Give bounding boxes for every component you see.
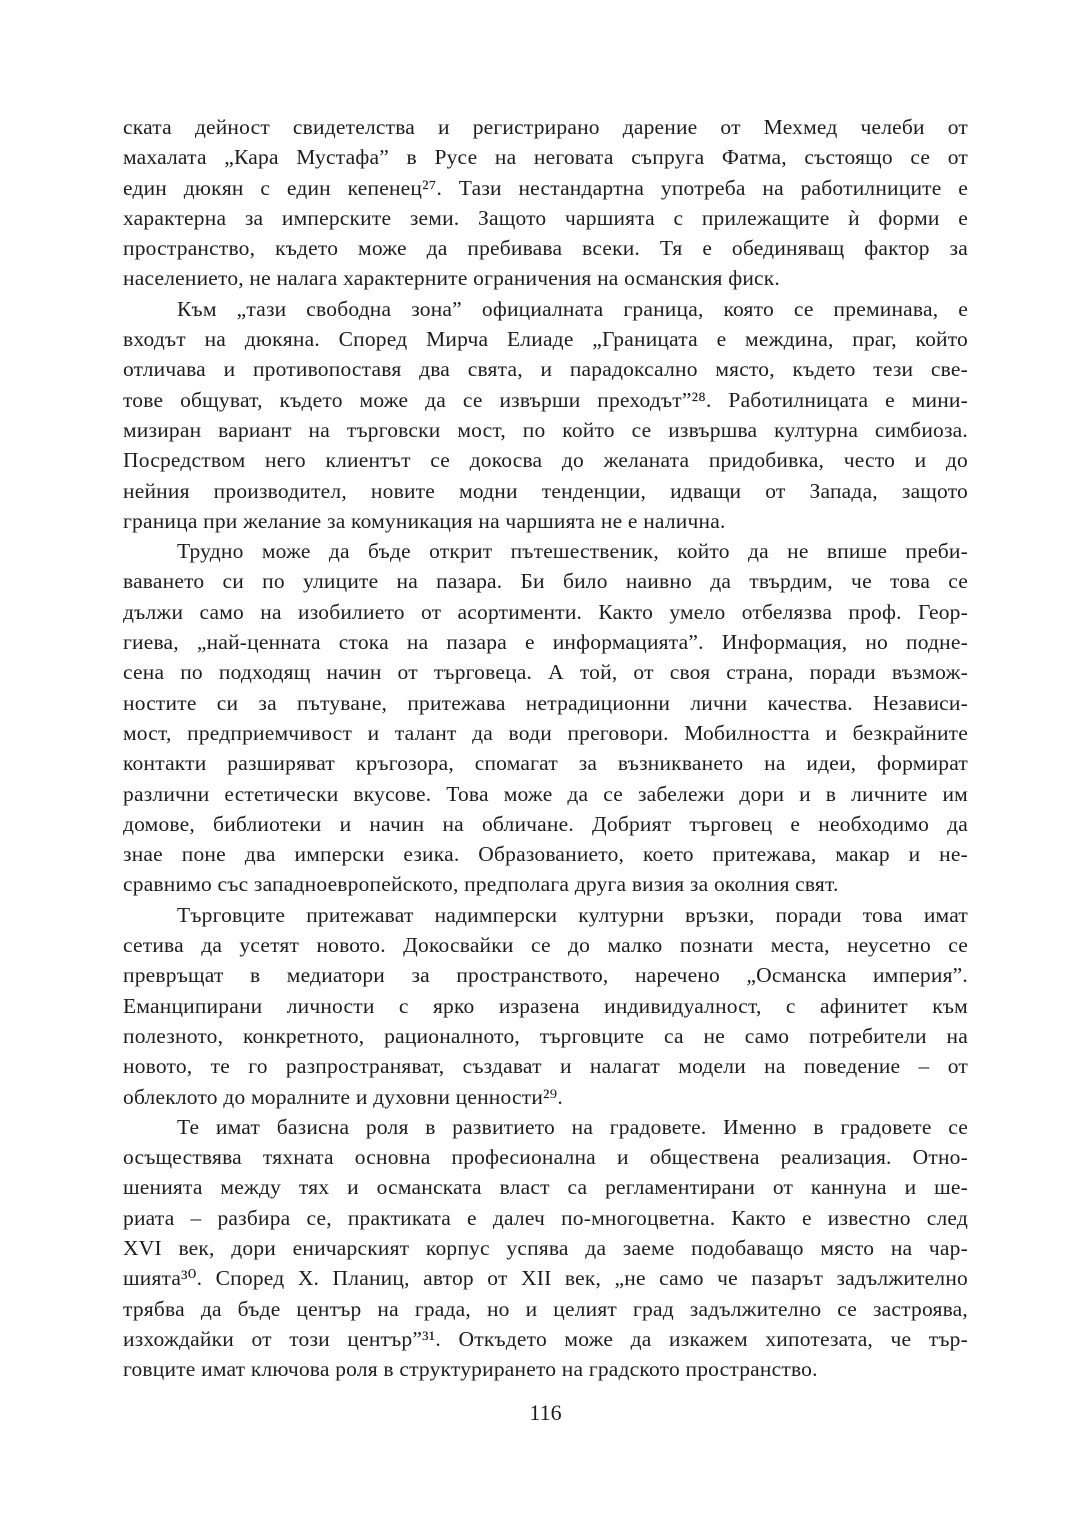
text-line: шията³⁰. Според Х. Планиц, автор от XII век, „не само че пазарът задължително: [123, 1266, 968, 1291]
text-line: населението, не налага характерните ограничения на османския фиск.: [123, 266, 781, 291]
text-line: Трудно може да бъде открит пътешественик, който да не впише преби-: [177, 539, 968, 564]
text-line: мизиран вариант на търговски мост, по който се извършва културна симбиоза.: [123, 417, 968, 442]
text-line: облеклото до моралните и духовни ценности²⁹.: [123, 1084, 563, 1109]
text-line: XVI век, дори еничарският корпус успява да заеме подобаващо място на чар-: [123, 1235, 968, 1260]
text-line: нейния производител, новите модни тенденции, идващи от Запада, защото: [123, 478, 968, 503]
text-body: [123, 112, 968, 1384]
paragraph: [123, 536, 968, 900]
paragraph: [123, 112, 968, 294]
text-line: Те имат базисна роля в развитието на градовете. Именно в градовете се: [177, 1114, 968, 1139]
text-line: характерна за имперските земи. Защото чаршията с прилежащите ѝ форми е: [123, 205, 968, 230]
text-line: новото, те го разпространяват, създават и налагат модели на поведение – от: [123, 1054, 968, 1079]
text-line: превръщат в медиатори за пространството, наречено „Османска империя”.: [123, 963, 968, 988]
text-line: полезното, конкретното, рационалното, търговците са не само потребители на: [123, 1023, 968, 1048]
text-line: един дюкян с един кепенец²⁷. Тази нестандартна употреба на работилниците е: [123, 175, 968, 200]
text-line: ската дейност свидетелства и регистрирано дарение от Мехмед челеби от: [123, 115, 968, 139]
text-line: различни естетически вкусове. Това може да се забележи дори и в личните им: [123, 781, 968, 806]
text-line: ваването си по улиците на пазара. Би било наивно да твърдим, че това се: [123, 569, 968, 594]
text-line: контакти разширяват кръгозора, спомагат за възникването на идеи, формират: [123, 751, 968, 776]
text-line: махалата „Кара Мустафа” в Русе на неговата съпруга Фатма, състоящо се от: [123, 145, 968, 170]
text-line: граница при желание за комуникация на чаршията не е налична.: [123, 508, 726, 533]
text-line: отличава и противопоставя два свята, и парадоксално място, където тези све-: [123, 357, 968, 382]
text-line: сравнимо със западноевропейското, предполага друга визия за околния свят.: [123, 872, 839, 897]
text-line: говците имат ключова роля в структурирането на градското пространство.: [123, 1357, 818, 1382]
page-number: 116: [529, 1400, 562, 1425]
text-line: гиева, „най-ценната стока на пазара е информацията”. Информация, но подне-: [123, 630, 968, 655]
paragraph: [123, 294, 968, 536]
text-line: шенията между тях и османската власт са регламентирани от каннуна и ше-: [123, 1175, 968, 1200]
text-line: домове, библиотеки и начин на обличане. Добрият търговец е необходимо да: [123, 811, 968, 836]
text-line: Посредством него клиентът се докосва до желаната придобивка, често и до: [123, 448, 968, 473]
text-line: трябва да бъде център на града, но и целият град задължително се застроява,: [123, 1296, 968, 1321]
text-line: Еманципирани личности с ярко изразена индивидуалност, с афинитет към: [123, 993, 968, 1018]
text-line: Търговците притежават надимперски културни връзки, поради това имат: [177, 902, 968, 927]
text-line: дължи само на изобилието от асортименти. Както умело отбелязва проф. Геор-: [123, 599, 968, 624]
text-line: пространство, където може да пребивава всеки. Тя е обединяващ фактор за: [123, 236, 968, 261]
text-line: изхождайки от този център”³¹. Откъдето може да изкажем хипотезата, че тър-: [123, 1326, 968, 1351]
text-line: ностите си за пътуване, притежава нетрадиционни лични качества. Независи-: [123, 690, 968, 715]
text-line: осъществява тяхната основна професионална и обществена реализация. Отно-: [123, 1145, 968, 1170]
text-line: сена по подходящ начин от търговеца. А той, от своя страна, поради възмож-: [123, 660, 968, 685]
text-line: входът на дюкяна. Според Мирча Елиаде „Границата е междина, праг, който: [123, 327, 968, 352]
text-line: сетива да усетят новото. Докосвайки се до малко познати места, неусетно се: [123, 933, 968, 958]
text-line: риата – разбира се, практиката е далеч по-многоцветна. Както е известно след: [123, 1205, 968, 1230]
text-line: знае поне два имперски езика. Образованието, което притежава, макар и не-: [123, 842, 968, 867]
paragraph: [123, 1112, 968, 1385]
text-line: тове общуват, където може да се извърши преходът”²⁸. Работилницата е мини-: [123, 387, 968, 412]
paragraph: [123, 900, 968, 1112]
text-line: Към „тази свободна зона” официалната граница, която се преминава, е: [177, 296, 968, 321]
text-line: мост, предприемчивост и талант да води преговори. Мобилността и безкрайните: [123, 720, 968, 745]
